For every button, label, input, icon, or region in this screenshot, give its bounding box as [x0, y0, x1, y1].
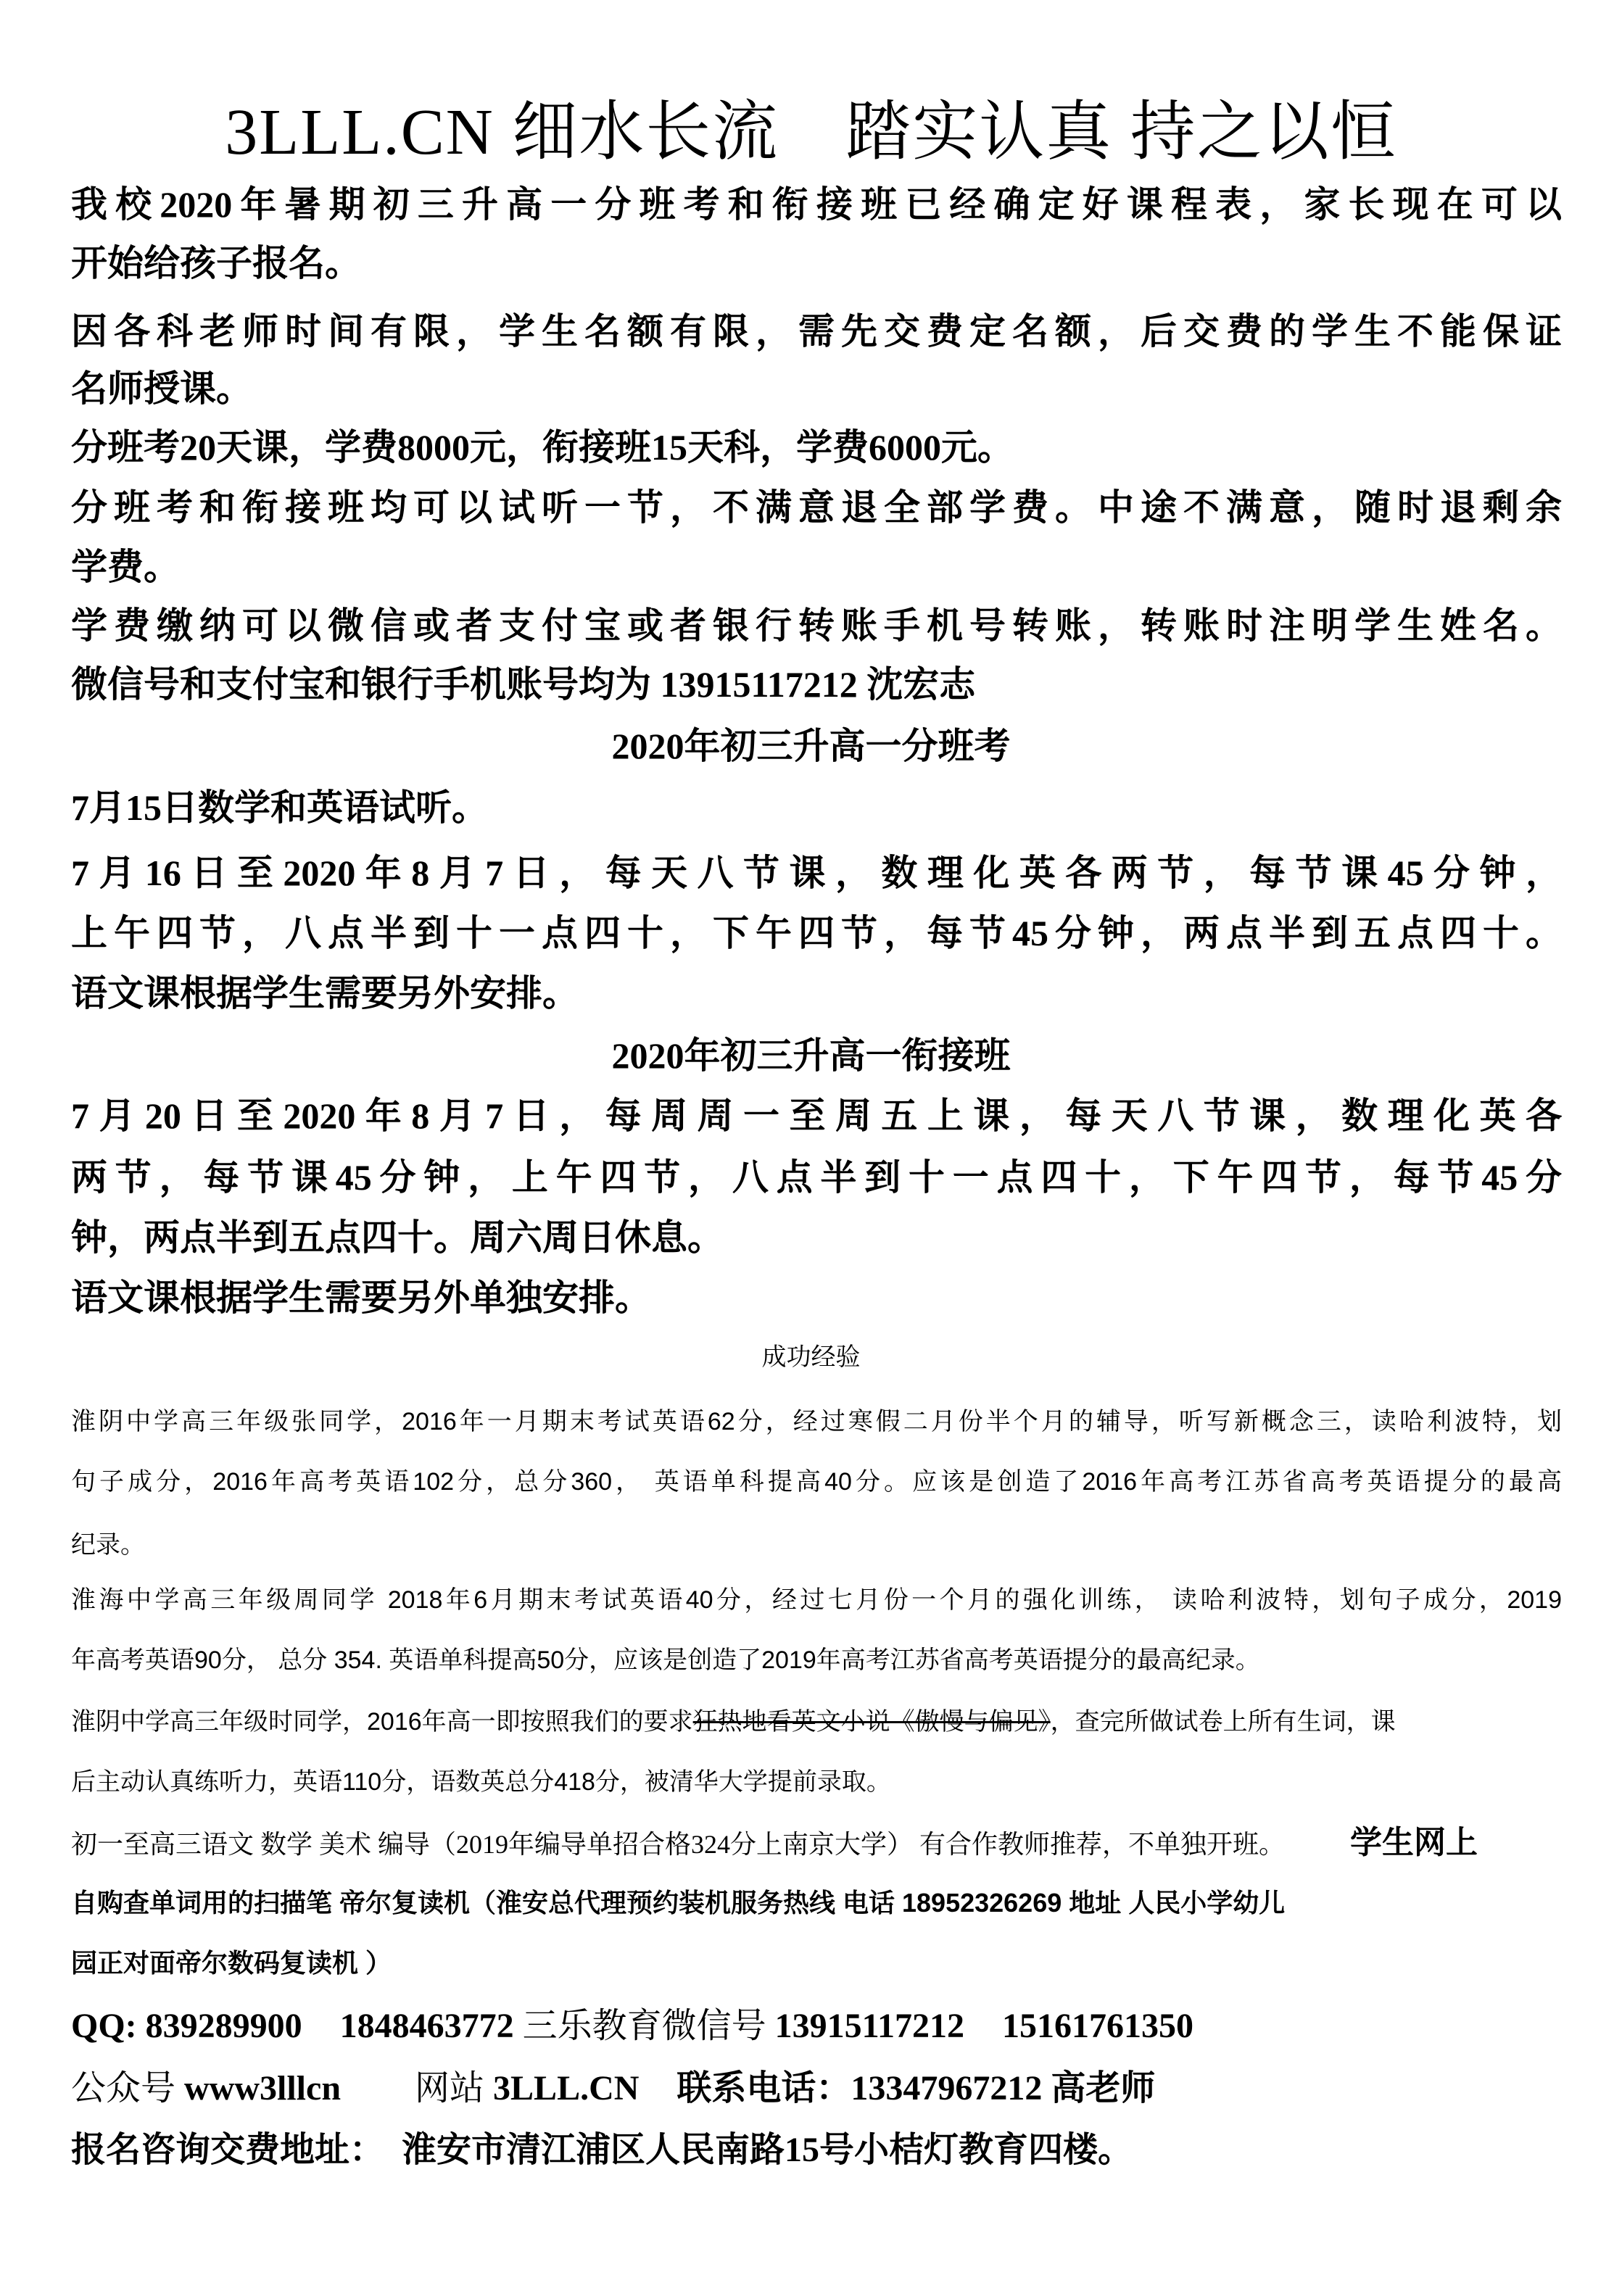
other-line: [71, 1825, 1562, 1860]
intro-line: 学费缴纳可以微信或者支付宝或者银行转账手机号转账，转账时注明学生姓名。: [71, 605, 1562, 646]
struck-text: 狂热地看英文小说《傲慢与偏见》: [692, 1708, 1051, 1736]
intro-line: 我校2020年暑期初三升高一分班考和衔接班已经确定好课程表，家长现在可以: [71, 184, 1562, 225]
success-line: 淮海中学高三年级周同学 2018年6月期末考试英语40分，经过七月份一个月的强化训练， 读哈利波特，划句子成分，2019: [71, 1586, 1562, 1614]
exam-line: 7月16日至2020年8月7日，每天八节课，数理化英各两节，每节课45分钟，: [71, 853, 1562, 893]
page-title: 3LLL.CN 细水长流 踏实认真 持之以恒: [225, 96, 1397, 168]
intro-line: 分班考和衔接班均可以试听一节，不满意退全部学费。中途不满意，随时退剩余: [71, 487, 1562, 528]
success-line: 后主动认真练听力，英语110分，语数英总分418分，被清华大学提前录取。: [71, 1768, 891, 1796]
qq-number: QQ: 839289900: [71, 2007, 302, 2045]
success-text: ，查完所做试卷上所有生词，课: [1050, 1708, 1396, 1736]
contact-qq-line: [71, 2005, 1562, 2048]
success-heading: 成功经验: [761, 1343, 861, 1371]
qq-number-2: 1848463772: [339, 2007, 514, 2045]
bridge-line: 语文课根据学生需要另外单独安排。: [71, 1277, 651, 1318]
exam-heading: 2020年初三升高一分班考: [611, 726, 1011, 766]
success-line: 句子成分，2016年高考英语102分，总分360， 英语单科提高40分。应该是创造了2016年高考江苏省高考英语提分的最高: [71, 1468, 1562, 1496]
bridge-line: 钟，两点半到五点四十。周六周日休息。: [71, 1217, 724, 1258]
success-line: 淮阴中学高三年级张同学，2016年一月期末考试英语62分，经过寒假二月份半个月的辅导，听写新概念三，读哈利波特，划: [71, 1408, 1562, 1435]
wechat-number-2: 15161761350: [1002, 2007, 1194, 2045]
other-line: 园正对面帝尔数码复读机 ）: [71, 1948, 392, 1978]
site-link[interactable]: 3LLL.CN: [493, 2069, 640, 2108]
exam-line: 上午四节，八点半到十一点四十，下午四节，每节45分钟，两点半到五点四十。: [71, 913, 1562, 953]
other-text: 初一至高三语文 数学 美术 编导（2019年编导单招合格324分上南京大学） 有合作教师推荐，不单独开班。: [71, 1830, 1286, 1859]
address-line: 报名咨询交费地址： 淮安市清江浦区人民南路15号小桔灯教育四楼。: [71, 2131, 1133, 2169]
bridge-line: 7月20日至2020年8月7日，每周周一至周五上课，每天八节课，数理化英各: [71, 1095, 1562, 1136]
wechat-number: 13915117212: [774, 2007, 965, 2045]
contact-site-line: [71, 2067, 1562, 2110]
success-line: 纪录。: [71, 1531, 145, 1559]
wechat-label: 三乐教育微信号: [522, 2007, 766, 2045]
gzh-id: www3lllcn: [184, 2069, 342, 2108]
success-text: 淮阴中学高三年级时同学，2016年高一即按照我们的要求: [71, 1708, 693, 1736]
exam-line: 语文课根据学生需要另外安排。: [71, 973, 579, 1014]
bridge-heading: 2020年初三升高一衔接班: [611, 1035, 1011, 1076]
success-line: 年高考英语90分， 总分 354. 英语单科提高50分，应该是创造了2019年高考江苏省高考英语提分的最高纪录。: [71, 1646, 1260, 1674]
gzh-label: 公众号: [71, 2069, 176, 2108]
exam-line: 7月15日数学和英语试听。: [71, 787, 488, 828]
other-text-bold: 学生网上: [1350, 1825, 1478, 1860]
intro-line: 因各科老师时间有限，学生名额有限，需先交费定名额，后交费的学生不能保证: [71, 311, 1562, 352]
intro-line: 分班考20天课，学费8000元，衔接班15天科，学费6000元。: [71, 427, 1014, 468]
other-line: 自购查单词用的扫描笔 帝尔复读机（淮安总代理预约装机服务热线 电话 18952326269 地址 人民小学幼儿: [71, 1888, 1286, 1918]
intro-line: 名师授课。: [71, 368, 252, 409]
phone: 联系电话：13347967212 高老师: [676, 2069, 1156, 2108]
intro-line: 学费。: [71, 547, 180, 587]
intro-line: 开始给孩子报名。: [71, 243, 361, 283]
success-line: [71, 1706, 1562, 1738]
site-label: 网站: [415, 2069, 485, 2108]
intro-line: 微信号和支付宝和银行手机账号均为 13915117212 沈宏志: [71, 664, 976, 705]
bridge-line: 两节，每节课45分钟，上午四节，八点半到十一点四十，下午四节，每节45分: [71, 1157, 1562, 1198]
